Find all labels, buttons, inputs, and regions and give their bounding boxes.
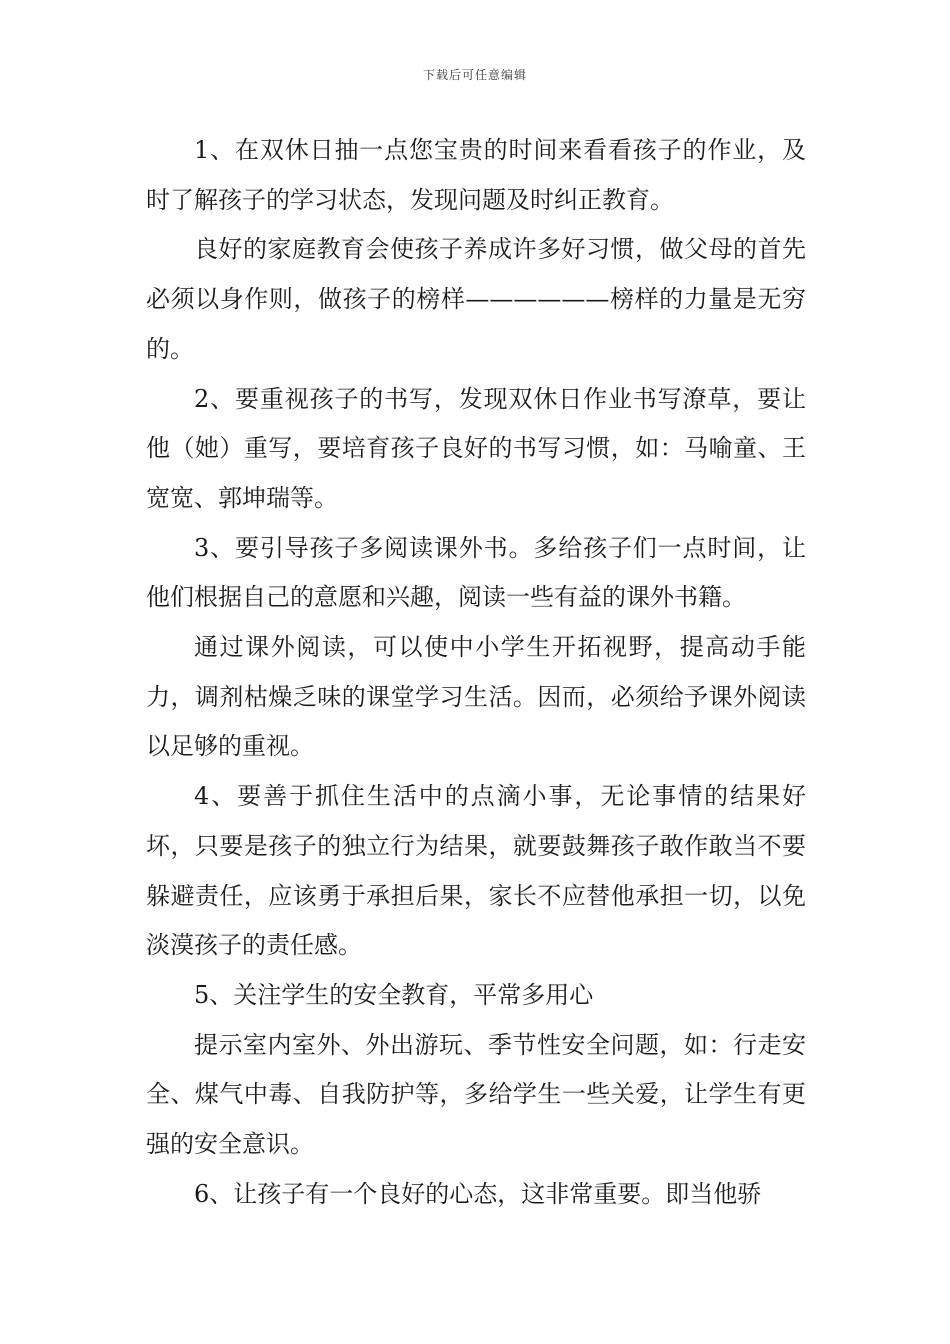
paragraph-2: 良好的家庭教育会使孩子养成许多好习惯，做父母的首先必须以身作则，做孩子的榜样——————榜样的力量是无穷的。 — [146, 235, 806, 363]
paragraph-3: 2、要重视孩子的书写，发现双休日作业书写潦草，要让他（她）重写，要培育孩子良好的书写习惯，如：马喻童、王宽宽、郭坤瑞等。 — [146, 384, 806, 512]
paragraph-8: 提示室内室外、外出游玩、季节性安全问题，如：行走安全、煤气中毒、自我防护等，多给学生一些关爱，让学生有更强的安全意识。 — [146, 1030, 806, 1159]
document-body — [146, 126, 806, 1219]
paragraph-4: 3、要引导孩子多阅读课外书。多给孩子们一点时间，让他们根据自己的意愿和兴趣，阅读一些有益的课外书籍。 — [146, 533, 806, 612]
paragraph-1: 1、在双休日抽一点您宝贵的时间来看看孩子的作业，及时了解孩子的学习状态，发现问题及时纠正教育。 — [146, 136, 806, 214]
paragraph-6: 4、要善于抓住生活中的点滴小事，无论事情的结果好坏，只要是孩子的独立行为结果，就要鼓舞孩子敢作敢当不要躲避责任，应该勇于承担后果，家长不应替他承担一切，以免淡漠孩子的责任感。 — [146, 782, 806, 960]
paragraph-7: 5、关注学生的安全教育，平常多用心 — [194, 980, 594, 1009]
paragraph-9: 6、让孩子有一个良好的心态，这非常重要。即当他骄 — [194, 1179, 762, 1208]
paragraph-5: 通过课外阅读，可以使中小学生开拓视野，提高动手能力，调剂枯燥乏味的课堂学习生活。因而，必须给予课外阅读以足够的重视。 — [146, 633, 806, 761]
page-header: 下载后可任意编辑 — [422, 68, 527, 82]
